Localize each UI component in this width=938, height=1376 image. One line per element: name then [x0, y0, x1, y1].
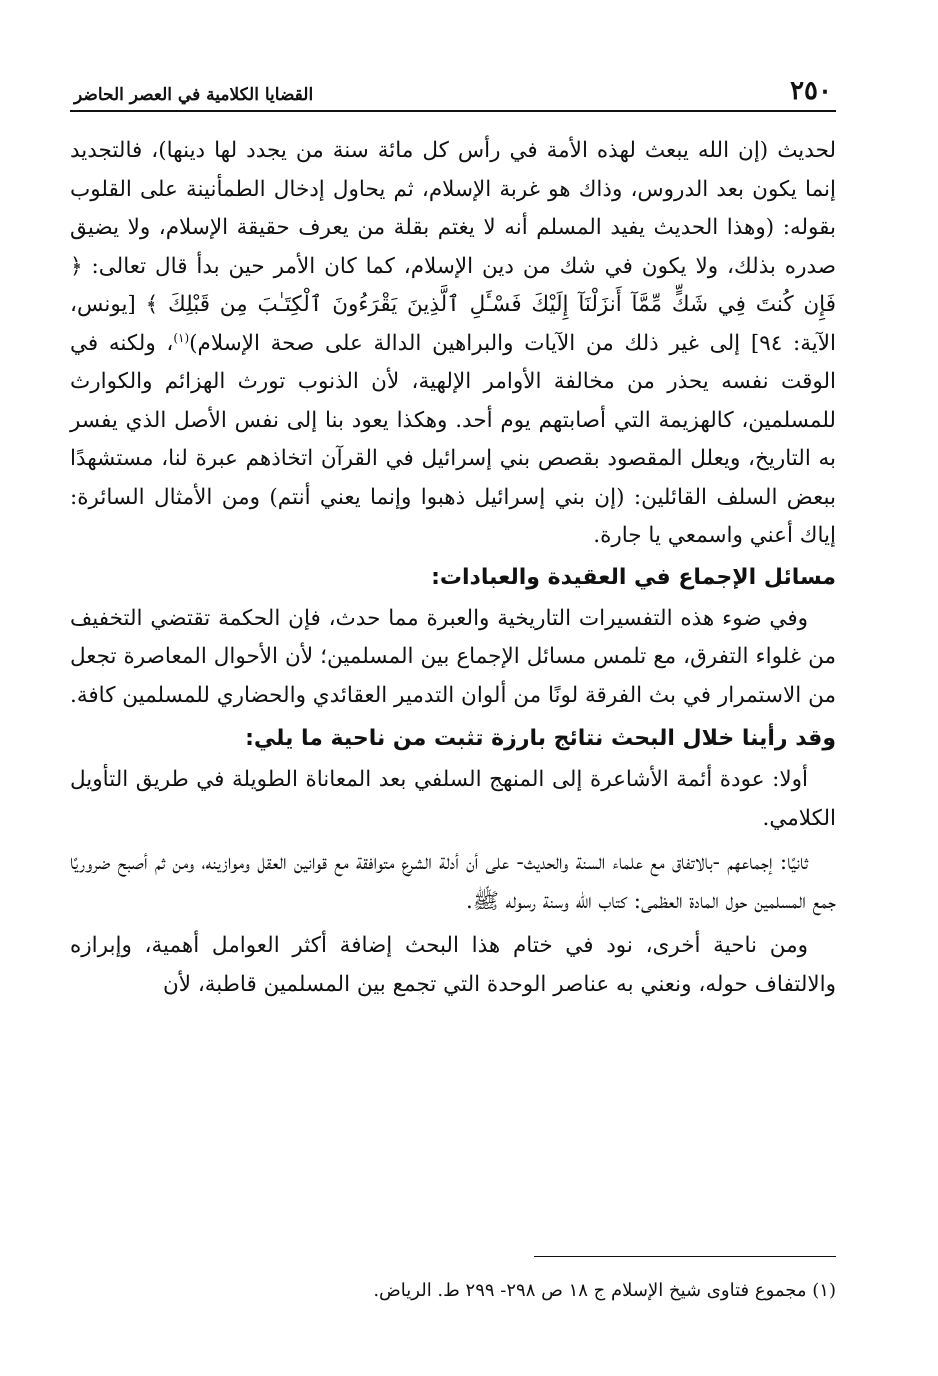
page-number: ٢٥٠ — [790, 76, 832, 106]
paragraph-text-continued: ، ولكنه في الوقت نفسه يحذر من مخالفة الأوامر الإلهية، لأن الذنوب تورث الهزائم والكوارث للمسلمين، كالهزيمة التي أصابتهم يوم أحد. وهكذا يعود بنا إلى نفس الأصل الذي يفسر به التاريخ، ويعلل المقصود بقصص بني إسرائيل في القرآن اتخاذهم عبرة لنا، مستشهدًا ببعض السلف القائلين: (إن بني إسرائيل ذهبوا وإنما يعني أنتم) ومن الأمثال السائرة: إياك أعني واسمعي يا جارة. — [70, 330, 836, 548]
paragraph-first-result: أولا: عودة أئمة الأشاعرة إلى المنهج السلفي بعد المعاناة الطويلة في طريق التأويل الكلامي. — [70, 767, 836, 831]
section-heading-consensus: مسائل الإجماع في العقيدة والعبادات: — [431, 564, 836, 590]
book-page — [70, 60, 836, 1340]
running-header — [70, 60, 836, 104]
footnote-reference: (١) — [173, 330, 190, 345]
paragraph-second-result: ثانيًا: إجماعهم -بالاتفاق مع علماء السنة والحديث- على أن أدلة الشرع متوافقة مع قوانين العقل وموازينه، ومن ثم أصبح ضروريًا جمع المسلمين حول المادة العظمى: كتاب الله وسنة رسوله ﷺ. — [70, 850, 836, 914]
paragraph-text: لحديث (إن الله يبعث لهذه الأمة في رأس كل مائة سنة من يجدد لها دينها)، فالتجديد إنما يكون بعد الدروس، وذاك هو غربة الإسلام، ثم يحاول إدخال الطمأنينة على القلوب بقوله: (وهذا الحديث يفيد المسلم أنه لا يغتم بقلة من يعرف حقيقة الإسلام، ولا يضيق صدره بذلك، ولا يكون في شك من دين الإسلام، كما كان الأمر حين بدأ قال تعالى: ﴿ فَإِن كُنتَ فِي شَكٍّ مِّمَّآ أَنزَلْنَآ إِلَيْكَ فَسْـَٔلِ ٱلَّذِينَ يَقْرَءُونَ ٱلْكِتَـٰبَ مِن قَبْلِكَ ﴾ [يونس، الآية: ٩٤] إلى غير ذلك من الآيات والبراهين الدالة على صحة الإسلام) — [70, 138, 836, 356]
paragraph-hadith-renewal — [70, 132, 836, 556]
header-rule — [70, 110, 836, 112]
footnote: (١) مجموع فتاوى شيخ الإسلام ج ١٨ ص ٢٩٨- ٢٩٩ ط. الرياض. — [373, 1280, 836, 1301]
results-heading: وقد رأينا خلال البحث نتائج بارزة تثبت من ناحية ما يلي: — [245, 726, 836, 751]
footnote-rule — [534, 1256, 836, 1257]
paragraph-unity: ومن ناحية أخرى، نود في ختام هذا البحث إضافة أكثر العوامل أهمية، وإبرازه والالتفاف حوله، ونعني به عناصر الوحدة التي تجمع بين المسلمين قاطبة، لأن — [70, 933, 836, 997]
paragraph-consensus: وفي ضوء هذه التفسيرات التاريخية والعبرة مما حدث، فإن الحكمة تقتضي التخفيف من غلواء التفرق، مع تلمس مسائل الإجماع بين المسلمين؛ لأن الأحوال المعاصرة تجعل من الاستمرار في بث الفرقة لونًا من ألوان التدمير العقائدي والحضاري للمسلمين كافة. — [70, 605, 836, 708]
body-text — [70, 132, 836, 1004]
book-title: القضايا الكلامية في العصر الحاضر — [74, 85, 314, 105]
